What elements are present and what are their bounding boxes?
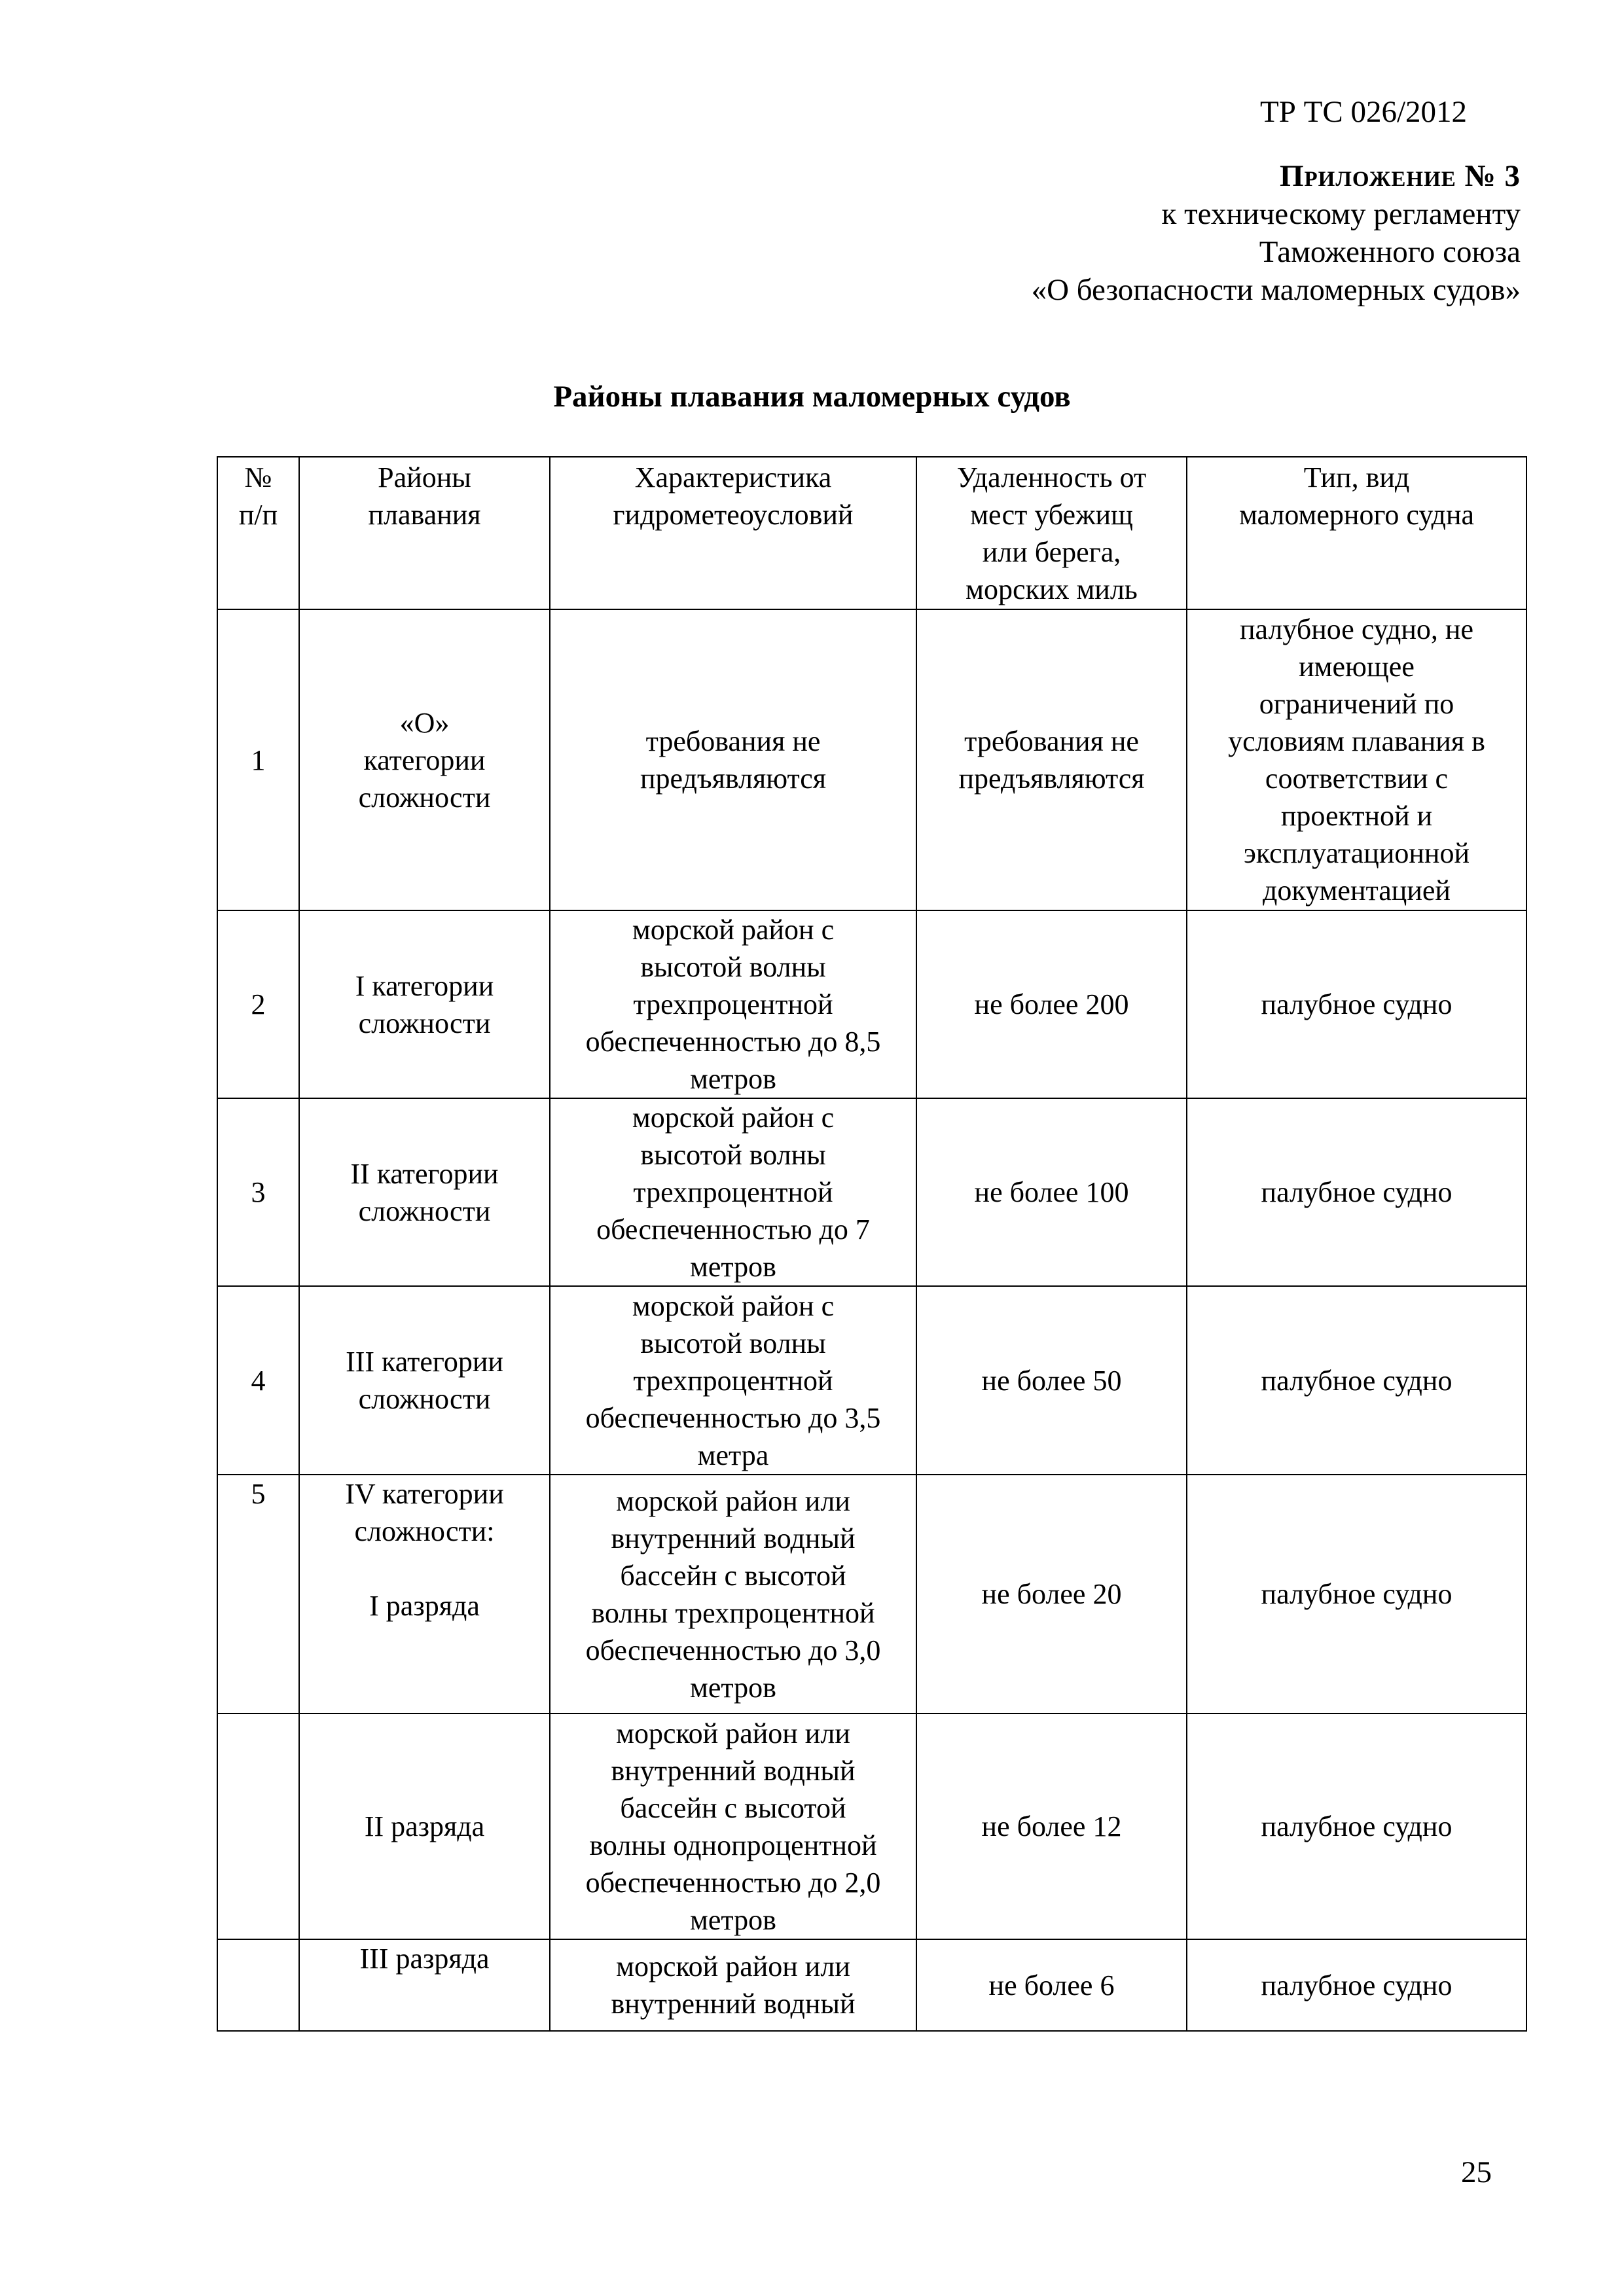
- row-conditions: морской район или внутренний водный: [550, 1939, 916, 2031]
- appendix-block: [1032, 157, 1521, 309]
- row-number: 5: [217, 1475, 299, 1713]
- row-vessel-type: палубное судно: [1187, 1713, 1526, 1939]
- row-distance: не более 50: [916, 1286, 1187, 1475]
- table-row: [217, 1713, 1526, 1939]
- row-vessel-type: палубное судно: [1187, 1475, 1526, 1713]
- row-conditions: морской район или внутренний водный бассейн с высотой волны трехпроцентной обеспеченностью до 3,0 метров: [550, 1475, 916, 1713]
- row-vessel-type: палубное судно: [1187, 910, 1526, 1098]
- row-region: III категории сложности: [299, 1286, 550, 1475]
- row-number: 3: [217, 1098, 299, 1286]
- row-distance: не более 100: [916, 1098, 1187, 1286]
- row-distance: не более 6: [916, 1939, 1187, 2031]
- appendix-line: «О безопасности маломерных судов»: [1031, 273, 1521, 307]
- row-conditions: морской район с высотой волны трехпроцентной обеспеченностью до 8,5 метров: [550, 910, 916, 1098]
- row-region: III разряда: [299, 1939, 550, 2031]
- appendix-title: Приложение № 3: [1279, 159, 1521, 193]
- header-cell-region: Районы плавания: [299, 457, 550, 609]
- header-cell-distance: Удаленность от мест убежищ или берега, морских миль: [916, 457, 1187, 609]
- row-distance: не более 200: [916, 910, 1187, 1098]
- table-row: [217, 1939, 1526, 2031]
- row-vessel-type: палубное судно: [1187, 1098, 1526, 1286]
- header-cell-number: № п/п: [217, 457, 299, 609]
- row-region: I категории сложности: [299, 910, 550, 1098]
- table-row: [217, 1475, 1526, 1713]
- table-row: [217, 609, 1526, 910]
- row-number: 4: [217, 1286, 299, 1475]
- row-vessel-type: палубное судно: [1187, 1939, 1526, 2031]
- row-number: 2: [217, 910, 299, 1098]
- table-row: [217, 910, 1526, 1098]
- regulation-code: ТР ТС 026/2012: [1260, 95, 1467, 129]
- row-vessel-type: палубное судно: [1187, 1286, 1526, 1475]
- document-title: Районы плавания маломерных судов: [553, 380, 1071, 414]
- row-conditions: требования не предъявляются: [550, 609, 916, 910]
- table-header-row: [217, 457, 1526, 609]
- row-distance: не более 20: [916, 1475, 1187, 1713]
- row-number: [217, 1713, 299, 1939]
- appendix-line: Таможенного союза: [1259, 235, 1521, 269]
- table-row: [217, 1098, 1526, 1286]
- row-vessel-type: палубное судно, не имеющее ограничений по условиям плавания в соответствии с проектной и эксплуатационной документацией: [1187, 609, 1526, 910]
- navigation-regions-table: [217, 456, 1527, 2032]
- row-distance: не более 12: [916, 1713, 1187, 1939]
- row-number: 1: [217, 609, 299, 910]
- header-cell-vessel-type: Тип, вид маломерного судна: [1187, 457, 1526, 609]
- row-distance: требования не предъявляются: [916, 609, 1187, 910]
- row-conditions: морской район или внутренний водный бассейн с высотой волны однопроцентной обеспеченностью до 2,0 метров: [550, 1713, 916, 1939]
- row-conditions: морской район с высотой волны трехпроцентной обеспеченностью до 3,5 метра: [550, 1286, 916, 1475]
- row-conditions: морской район с высотой волны трехпроцентной обеспеченностью до 7 метров: [550, 1098, 916, 1286]
- row-region: II разряда: [299, 1713, 550, 1939]
- appendix-line: к техническому регламенту: [1161, 197, 1521, 231]
- page-number: 25: [1461, 2155, 1492, 2189]
- row-region: II категории сложности: [299, 1098, 550, 1286]
- table-row: [217, 1286, 1526, 1475]
- row-region: «О» категории сложности: [299, 609, 550, 910]
- row-number: [217, 1939, 299, 2031]
- row-region: IV категории сложности: I разряда: [299, 1475, 550, 1713]
- header-cell-conditions: Характеристика гидрометеоусловий: [550, 457, 916, 609]
